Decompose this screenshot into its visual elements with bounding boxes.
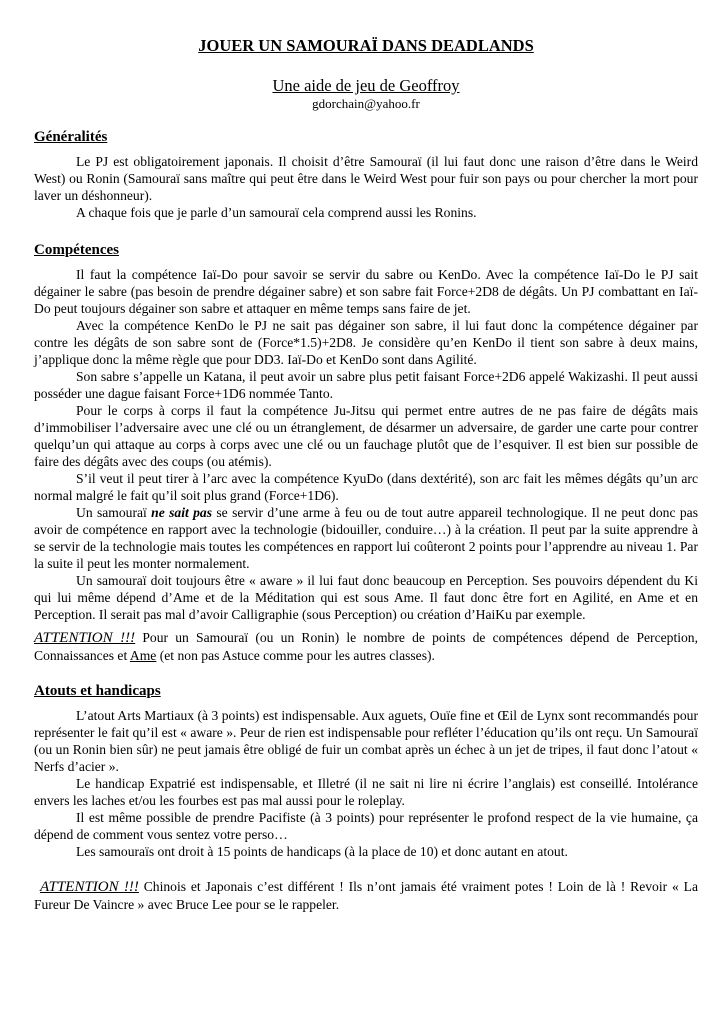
paragraph: Pour le corps à corps il faut la compétence Ju-Jitsu qui permet entre autres de ne pas faire de dégâts mais d’immobiliser l’adversaire avec une clé ou un étranglement, de désarmer un adversaire, de garder une carte pour contrer quelqu’un qui attaque au corps à corps avec une clé ou un fauchage plutôt que de l’esquiver. Il est bien sur possible de faire des dégâts avec des coups (ou atémis). [34, 403, 698, 469]
attention-label: ATTENTION !!! [40, 879, 139, 895]
text-run: (et non pas Astuce comme pour les autres classes). [156, 648, 435, 663]
section-heading-atouts: Atouts et handicaps [34, 683, 161, 699]
underlined-text: Ame [129, 648, 157, 663]
section-heading-competences: Compétences [34, 242, 119, 258]
paragraph [34, 504, 698, 572]
paragraph: Avec la compétence KenDo le PJ ne sait pas dégainer son sabre, il lui faut donc la compétence dégainer par contre les dégâts de son sabre sont de (Force*1.5)+2D8. Je considère qu’en KenDo il tient son sabre à deux mains, j’applique donc la même règle que pour DD3. Iaï-Do et KenDo sont dans Agilité. [34, 318, 698, 367]
section-heading-generalites: Généralités [34, 129, 108, 145]
attention-note [34, 629, 698, 664]
text-run: Un samouraï [76, 505, 152, 520]
text-run: Pour un Samouraï (ou un Ronin) le nombre de points de compétences dépend de Perception, Connaissances et [34, 630, 698, 663]
document-title: JOUER UN SAMOURAÏ DANS DEADLANDS [198, 36, 534, 55]
paragraph: A chaque fois que je parle d’un samouraï cela comprend aussi les Ronins. [76, 205, 477, 220]
paragraph: Le PJ est obligatoirement japonais. Il choisit d’être Samouraï (il lui faut donc une raison d’être dans le Weird West) ou Ronin (Samouraï sans maître qui peut être dans le Weird West pour fuir son pays ou pour chercher la mort pour laver un déshonneur). [34, 154, 698, 203]
author-email: gdorchain@yahoo.fr [312, 96, 420, 111]
paragraph: L’atout Arts Martiaux (à 3 points) est indispensable. Aux aguets, Ouïe fine et Œil de Lynx sont recommandés pour représenter le fait qu’il est « aware ». Peur de rien est indispensable pour refléter l’éducation qu’ils ont reçu. Un Samouraï (ou un Ronin bien sûr) ne peut jamais être obligé de fuir un combat après un échec à un jet de tripes, il faut donc l’atout « Nerfs d’acier ». [34, 708, 698, 774]
paragraph: Un samouraï doit toujours être « aware » il lui faut donc beaucoup en Perception. Ses pouvoirs dépendent du Ki qui lui même dépend d’Ame et de la Méditation qui est sous Ame. Il faut donc être fort en Agilité, en Ame et en Perception. Il serait pas mal d’avoir Calligraphie (sous Perception) ou création d’HaiKu par exemple. [34, 573, 698, 622]
emphasis-text: ne sait pas [151, 505, 213, 520]
paragraph: Son sabre s’appelle un Katana, il peut avoir un sabre plus petit faisant Force+2D6 appelé Wakizashi. Il peut aussi posséder une dague faisant Force+1D6 nommée Tanto. [34, 369, 698, 401]
paragraph: Le handicap Expatrié est indispensable, et Illetré (il ne sait ni lire ni écrire l’anglais) est conseillé. Intolérance envers les laches et/ou les fourbes est pas mal aussi pour le roleplay. [34, 776, 698, 808]
attention-note [34, 878, 698, 913]
paragraph: Il est même possible de prendre Pacifiste (à 3 points) pour représenter le profond respect de la vie humaine, ça dépend de comment vous sentez votre perso… [34, 810, 698, 842]
attention-label: ATTENTION !!! [34, 630, 136, 646]
paragraph: S’il veut il peut tirer à l’arc avec la compétence KyuDo (dans dextérité), son arc fait les mêmes dégâts qu’un arc normal malgré le fait qu’il soit plus grand (Force+1D6). [34, 471, 698, 503]
document-subtitle: Une aide de jeu de Geoffroy [272, 76, 460, 95]
document-page [34, 26, 698, 913]
text-run: se servir d’une arme à feu ou de tout autre appareil technologique. Il ne peut donc pas avoir de compétence en rapport avec la technologie (bidouiller, conduire…) à la création. Il peut par la suite apprendre à se servir de la technologie mais toutes les compétences en rapport lui coûteront 2 points pour l’apprendre au niveau 1. Par la suite il peut les monter normalement. [34, 505, 698, 571]
text-run: Chinois et Japonais c’est différent ! Ils n’ont jamais été vraiment potes ! Loin de là ! Revoir « La Fureur De Vaincre » avec Bruce Lee pour se le rappeler. [34, 879, 698, 912]
paragraph: Les samouraïs ont droit à 15 points de handicaps (à la place de 10) et donc autant en atout. [76, 844, 568, 859]
paragraph: Il faut la compétence Iaï-Do pour savoir se servir du sabre ou KenDo. Avec la compétence Iaï-Do le PJ sait dégainer le sabre (pas besoin de prendre dégainer sabre) et son sabre fait Force+2D8 de dégâts. Un PJ combattant en Iaï-Do peut toujours dégainer son sabre et attaquer en même temps sans faire de jet. [34, 267, 698, 316]
